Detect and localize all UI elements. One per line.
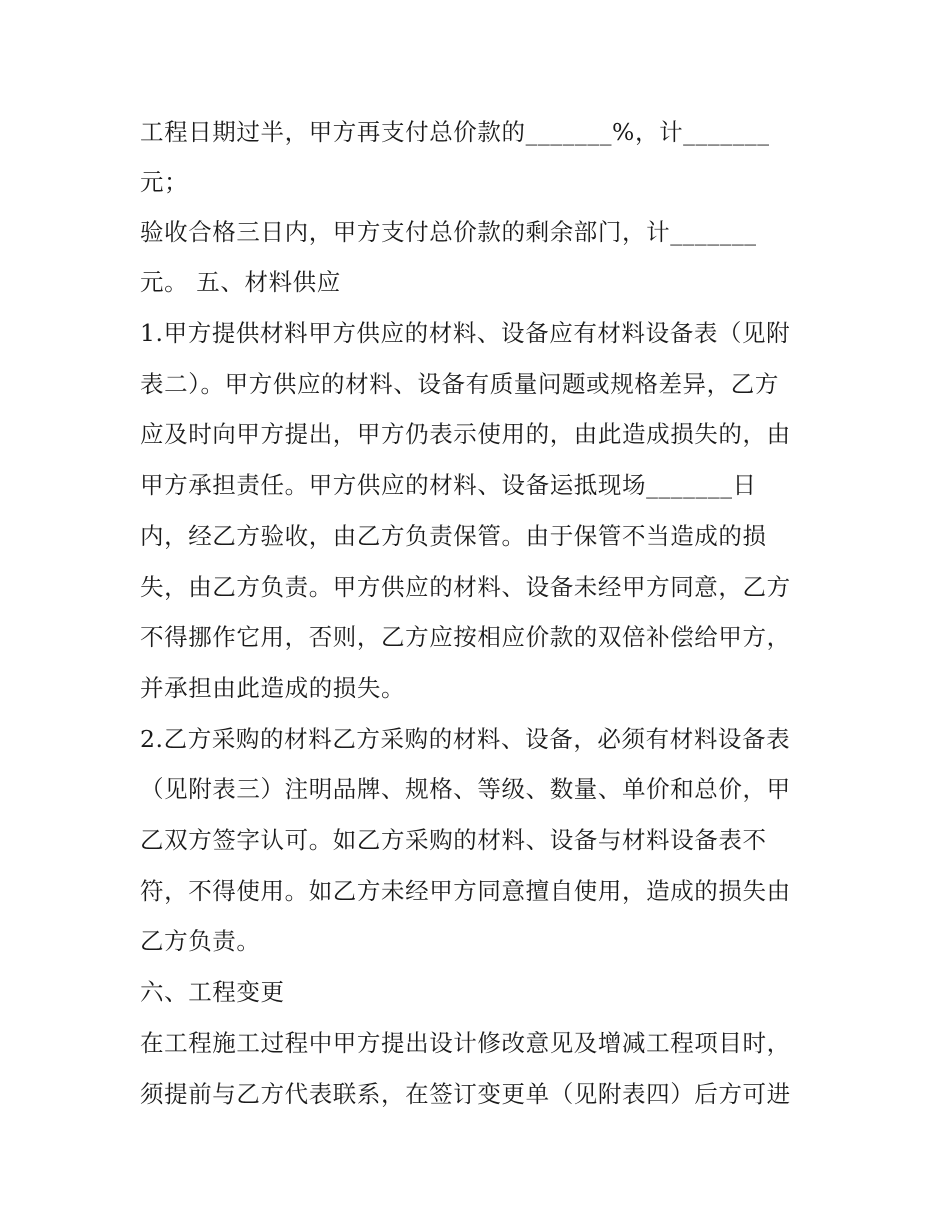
text-line: 元； <box>140 168 189 196</box>
section-heading: 六、工程变更 <box>140 978 285 1006</box>
text-line: 并承担由此造成的损失。 <box>140 674 406 702</box>
text-line: 在工程施工过程中甲方提出设计修改意见及增减工程项目时， <box>140 1029 791 1057</box>
text-line: 乙双方签字认可。如乙方采购的材料、设备与材料设备表不 <box>140 826 767 854</box>
text-line: 2.乙方采购的材料乙方采购的材料、设备，必须有材料设备表 <box>140 725 791 753</box>
text-line: 工程日期过半，甲方再支付总价款的_______%，计_______ <box>140 118 770 146</box>
text-line: 1.甲方提供材料甲方供应的材料、设备应有材料设备表（见附 <box>140 319 791 347</box>
text-line: 表二）。甲方供应的材料、设备有质量问题或规格差异，乙方 <box>140 370 779 398</box>
text-line: 不得挪作它用，否则，乙方应按相应价款的双倍补偿给甲方， <box>140 623 791 651</box>
text-line: 乙方负责。 <box>140 927 261 955</box>
text-line: （见附表三）注明品牌、规格、等级、数量、单价和总价，甲 <box>140 775 791 803</box>
text-line: 验收合格三日内，甲方支付总价款的剩余部门，计_______ <box>140 218 757 246</box>
text-line: 甲方承担责任。甲方供应的材料、设备运抵现场_______日 <box>140 471 757 499</box>
text-line: 应及时向甲方提出，甲方仍表示使用的，由此造成损失的，由 <box>140 420 791 448</box>
text-line: 符，不得使用。如乙方未经甲方同意擅自使用，造成的损失由 <box>140 877 791 905</box>
text-line: 内，经乙方验收，由乙方负责保管。由于保管不当造成的损 <box>140 522 767 550</box>
text-line: 元。 五、材料供应 <box>140 268 341 296</box>
text-line: 须提前与乙方代表联系，在签订变更单（见附表四）后方可进 <box>140 1080 791 1108</box>
text-line: 失，由乙方负责。甲方供应的材料、设备未经甲方同意，乙方 <box>140 573 791 601</box>
